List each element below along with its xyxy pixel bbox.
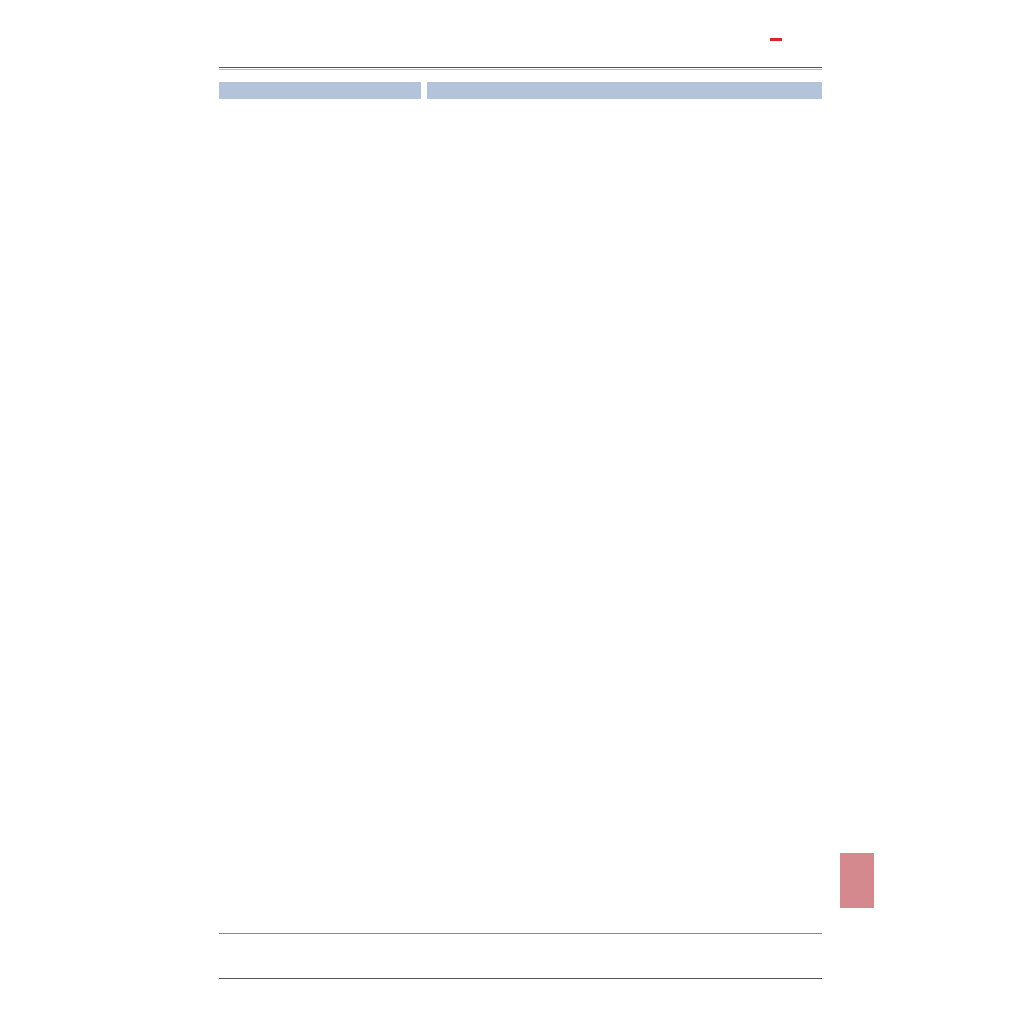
table-bottom-rule (219, 933, 822, 934)
top-rule-2 (219, 69, 822, 70)
specifications-header (219, 82, 421, 99)
top-rule (219, 67, 822, 68)
footer-rule (219, 978, 822, 979)
table-header (427, 82, 822, 99)
section-tab[interactable] (840, 853, 874, 908)
